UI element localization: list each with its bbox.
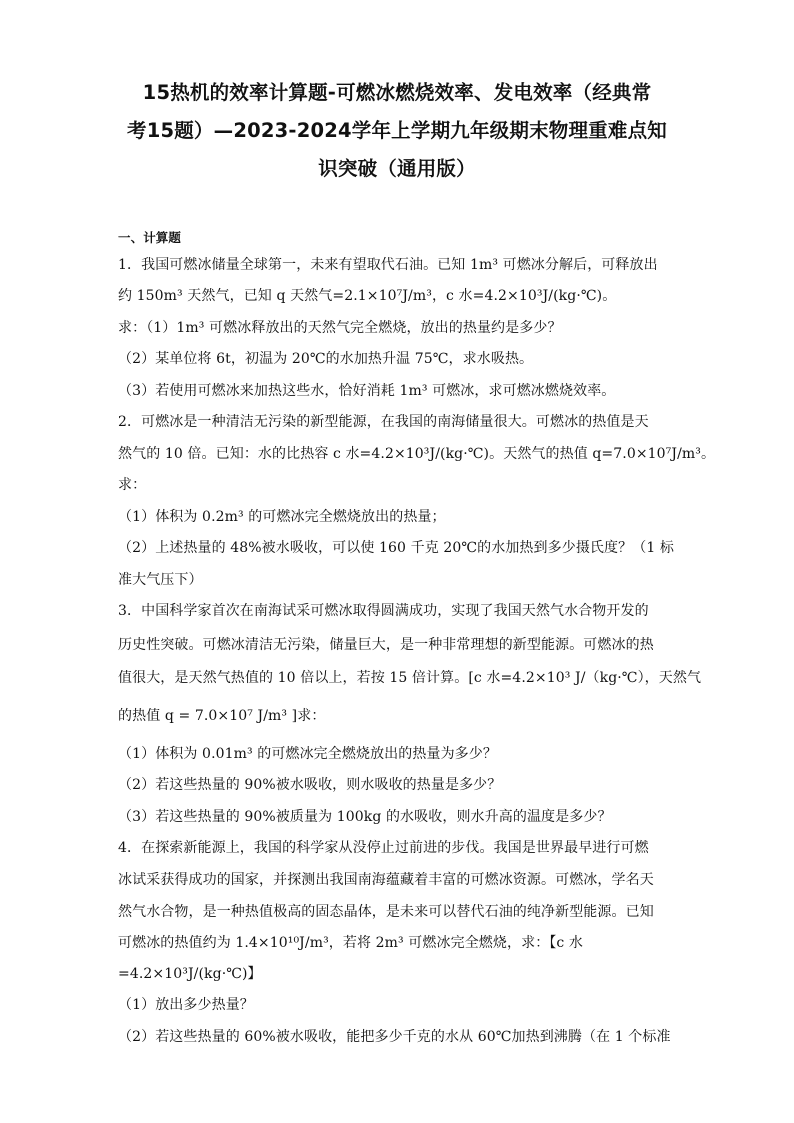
text-line: 求：（1）1m³ 可燃冰释放出的天然气完全燃烧，放出的热量约是多少？ xyxy=(118,320,562,336)
text-line: 的热值 q = 7.0×10⁷ J/m³ ]求： xyxy=(118,708,326,724)
text-line: 约 150m³ 天然气，已知 q 天然气=2.1×10⁷J/m³，c 水=4.2×10³J/(kg·℃)。 xyxy=(118,288,617,304)
text-line: （3）若这些热量的 90%被质量为 100kg 的水吸收，则水升高的温度是多少？ xyxy=(118,809,612,825)
text-line: 求： xyxy=(118,477,147,493)
title-line-2: 考15题）—2023-2024学年上学期九年级期末物理重难点知 xyxy=(127,119,667,142)
text-line: 可燃冰的热值约为 1.4×10¹⁰J/m³，若将 2m³ 可燃冰完全燃烧，求：【c 水 xyxy=(118,935,583,951)
text-line: 冰试采获得成功的国家，并探测出我国南海蕴藏着丰富的可燃冰资源。可燃冰，学名天 xyxy=(118,872,654,888)
text-line: （2）上述热量的 48%被水吸收，可以使 160 千克 20℃的水加热到多少摄氏度？（1 标 xyxy=(118,540,674,556)
document-title xyxy=(96,74,698,188)
title-line-1: 15热机的效率计算题-可燃冰燃烧效率、发电效率（经典常 xyxy=(142,81,652,104)
text-line: 4．在探索新能源上，我国的科学家从没停止过前进的步伐。我国是世界最早进行可燃 xyxy=(118,840,649,856)
text-line: 2．可燃冰是一种清洁无污染的新型能源，在我国的南海储量很大。可燃冰的热值是天 xyxy=(118,414,649,430)
text-line: 3．中国科学家首次在南海试采可燃冰取得圆满成功，实现了我国天然气水合物开发的 xyxy=(118,603,649,619)
text-line: 值很大，是天然气热值的 10 倍以上，若按 15 倍计算。[c 水=4.2×10³ J/（kg·℃），天然气 xyxy=(118,670,702,686)
title-line-3: 识突破（通用版） xyxy=(318,157,476,180)
text-line: 然气水合物，是一种热值极高的固态晶体，是未来可以替代石油的纯净新型能源。已知 xyxy=(118,904,654,920)
text-line: （1）体积为 0.01m³ 的可燃冰完全燃烧放出的热量为多少？ xyxy=(118,746,497,762)
section-heading: 一、计算题 xyxy=(118,230,182,245)
text-line: （3）若使用可燃冰来加热这些水，恰好消耗 1m³ 可燃冰，求可燃冰燃烧效率。 xyxy=(118,383,616,399)
text-line: 然气的 10 倍。已知：水的比热容 c 水=4.2×10³J/(kg·℃)。天然气的热值 q=7.0×10⁷J/m³。 xyxy=(118,446,716,462)
text-line: （1）体积为 0.2m³ 的可燃冰完全燃烧放出的热量； xyxy=(118,509,446,525)
text-line: 准大气压下） xyxy=(118,572,203,588)
text-line: （2）若这些热量的 60%被水吸收，能把多少千克的水从 60℃加热到沸腾（在 1 个标准 xyxy=(118,1029,671,1045)
text-line: =4.2×10³J/(kg·℃)】 xyxy=(118,966,262,982)
text-line: （1）放出多少热量？ xyxy=(118,997,254,1013)
text-line: （2）若这些热量的 90%被水吸收，则水吸收的热量是多少？ xyxy=(118,777,502,793)
text-line: 历史性突破。可燃冰清洁无污染，储量巨大，是一种非常理想的新型能源。可燃冰的热 xyxy=(118,637,654,653)
text-line: 1．我国可燃冰储量全球第一，未来有望取代石油。已知 1m³ 可燃冰分解后，可释放出 xyxy=(118,257,658,273)
text-line: （2）某单位将 6t，初温为 20℃的水加热升温 75℃，求水吸热。 xyxy=(118,351,534,367)
